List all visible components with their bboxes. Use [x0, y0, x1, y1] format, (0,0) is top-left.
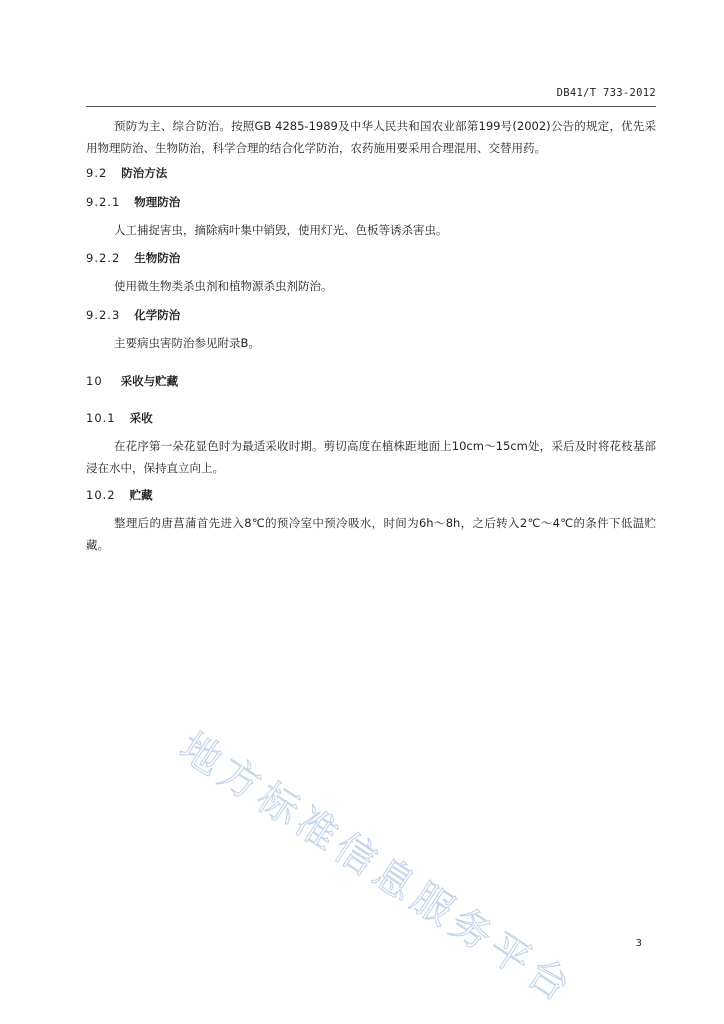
section-9-2-2-heading [86, 250, 180, 266]
section-number: 10.2 [86, 488, 116, 502]
section-number: 9.2.3 [86, 308, 121, 322]
section-number: 10 [86, 374, 103, 388]
section-10-1-text: 在花序第一朵花显色时为最适采收时期。剪切高度在植株距地面上10cm～15cm处，采后及时将花枝基部浸在水中，保持直立向上。 [86, 439, 656, 475]
document-code: DB41/T 733-2012 [556, 87, 656, 99]
section-title: 采收 [129, 411, 153, 425]
section-title: 贮藏 [129, 488, 153, 502]
section-title: 生物防治 [134, 251, 181, 265]
section-number: 9.2.1 [86, 195, 121, 209]
section-9-2-1-text: 人工捕捉害虫，摘除病叶集中销毁，使用灯光、色板等诱杀害虫。 [114, 223, 448, 237]
section-number: 9.2.2 [86, 251, 121, 265]
section-number: 9.2 [86, 166, 108, 180]
section-10-1-heading [86, 410, 153, 426]
section-10-2-heading [86, 487, 153, 503]
section-10-heading [86, 373, 178, 389]
section-9-2-heading [86, 165, 167, 181]
page-number: 3 [635, 938, 642, 949]
header-rule [86, 106, 656, 107]
section-9-2-3-text: 主要病虫害防治参见附录B。 [114, 336, 260, 350]
intro-paragraph: 预防为主、综合防治。按照GB 4285-1989及中华人民共和国农业部第199号(2002)公告的规定，优先采用物理防治、生物防治，科学合理的结合化学防治，农药施用要采用合理混用、交替用药。 [86, 119, 656, 155]
section-9-2-1-heading [86, 194, 180, 210]
section-9-2-3-heading [86, 307, 180, 323]
section-number: 10.1 [86, 411, 116, 425]
section-title: 采收与贮藏 [120, 374, 179, 388]
section-title: 化学防治 [134, 308, 181, 322]
watermark: 地方标准信息服务平台 [171, 724, 583, 1014]
section-9-2-2-text: 使用微生物类杀虫剂和植物源杀虫剂防治。 [114, 279, 333, 293]
section-10-2-text: 整理后的唐菖蒲首先进入8℃的预冷室中预冷吸水，时间为6h～8h，之后转入2℃～4℃的条件下低温贮藏。 [86, 516, 656, 552]
section-title: 物理防治 [134, 195, 181, 209]
section-title: 防治方法 [121, 166, 168, 180]
